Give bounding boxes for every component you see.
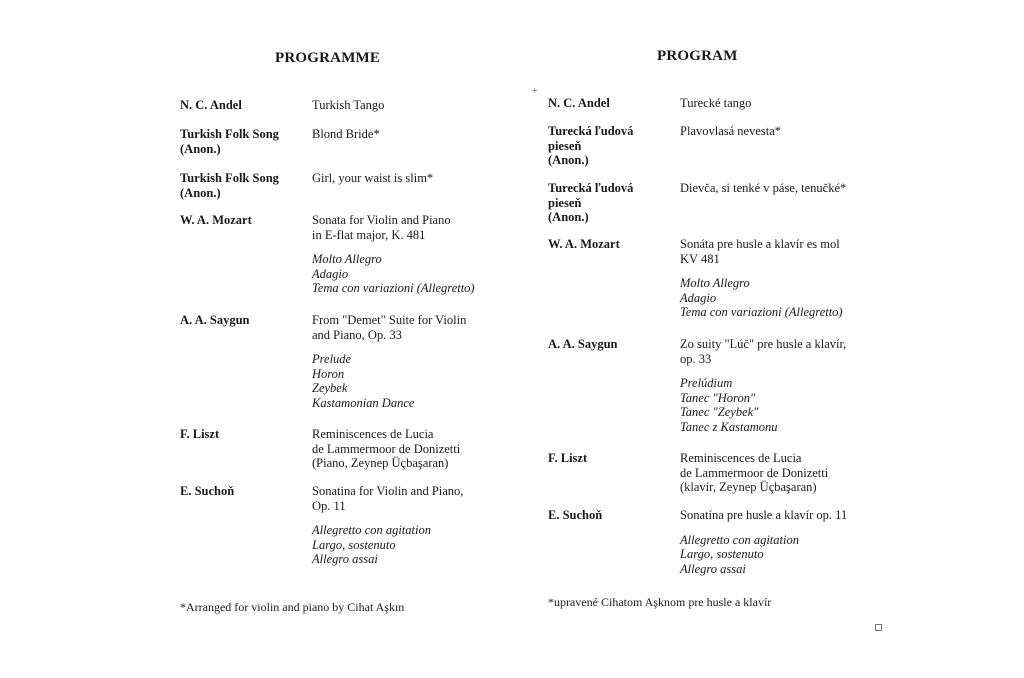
movement: Tanec "Zeybek": [680, 405, 759, 419]
movement: Prelude: [312, 352, 352, 366]
movement: Prelúdium: [680, 376, 733, 390]
composer: Turecká ľudová pieseň (Anon.): [548, 124, 634, 167]
movement: Kastamonian Dance: [312, 395, 415, 410]
work: Sonatína pre husle a klavír op. 11 Allegretto con agitation Largo, sostenuto Allegro assai: [680, 508, 848, 576]
movement: Largo, sostenuto: [680, 547, 764, 561]
right-title: PROGRAM: [657, 48, 738, 64]
work: Zo suity "Lúč" pre husle a klavír, op. 33 Prelúdium Tanec "Horon" Tanec "Zeybek" Tanec z Kastamonu: [680, 337, 847, 434]
composer: W. A. Mozart: [180, 213, 252, 227]
movement: Adagio: [312, 266, 349, 281]
work: Blond Bride*: [312, 127, 380, 141]
movement: Adagio: [680, 290, 717, 305]
movement: Largo, sostenuto: [312, 537, 396, 552]
movement: Allegro assai: [680, 561, 746, 576]
movement: Allegretto con agitation: [312, 523, 431, 537]
work: Reminiscences de Lucia de Lammermoor de Donizetti (Piano, Zeynep Üçbaşaran): [312, 427, 461, 470]
right-footnote: *upravené Cihatom Aşknom pre husle a klavír: [548, 595, 772, 609]
movement: Tanec "Horon": [680, 390, 756, 405]
left-title: PROGRAMME: [275, 50, 381, 66]
work: Reminiscences de Lucia de Lammermoor de Donizetti (klavír, Zeynep Üçbaşaran): [680, 451, 829, 494]
movement: Horon: [312, 366, 345, 381]
movement: Molto Allegro: [680, 276, 750, 290]
composer: Turecká ľudová pieseň (Anon.): [548, 181, 634, 224]
composer: Turkish Folk Song (Anon.): [180, 127, 279, 156]
composer: A. A. Saygun: [548, 337, 618, 351]
work: Dievča, si tenké v páse, tenučké*: [680, 181, 847, 195]
work: From "Demet" Suite for Violin and Piano, Op. 33 Prelude Horon Zeybek Kastamonian Dance: [312, 313, 467, 410]
left-footnote: *Arranged for violin and piano by Cihat Aşkın: [180, 600, 405, 614]
movement: Tema con variazioni (Allegretto): [680, 305, 843, 319]
composer: N. C. Andel: [548, 96, 610, 110]
composer: A. A. Saygun: [180, 313, 250, 327]
composer: E. Suchoň: [180, 484, 235, 498]
work: Turkish Tango: [312, 98, 385, 112]
movement: Zeybek: [312, 381, 348, 395]
work: Sonáta pre husle a klavír es mol KV 481 Molto Allegro Adagio Tema con variazioni (Allegretto): [680, 237, 843, 319]
movement: Tema con variazioni (Allegretto): [312, 281, 475, 295]
work: Sonatina for Violin and Piano, Op. 11 Allegretto con agitation Largo, sostenuto Allegro assai: [312, 484, 464, 566]
work: Turecké tango: [680, 96, 752, 110]
work: Plavovlasá nevesta*: [680, 124, 782, 138]
composer: F. Liszt: [180, 427, 220, 441]
composer: Turkish Folk Song (Anon.): [180, 171, 279, 200]
composer: F. Liszt: [548, 451, 588, 465]
composer: E. Suchoň: [548, 508, 603, 522]
work: Girl, your waist is slim*: [312, 171, 434, 185]
work: Sonata for Violin and Piano in E-flat major, K. 481 Molto Allegro Adagio Tema con variazioni (Allegretto): [312, 213, 475, 295]
table-move-handle-icon[interactable]: +: [532, 86, 538, 97]
movement: Molto Allegro: [312, 252, 382, 266]
composer: W. A. Mozart: [548, 237, 620, 251]
composer: N. C. Andel: [180, 98, 242, 112]
movement: Allegretto con agitation: [680, 532, 799, 547]
movement: Tanec z Kastamonu: [680, 419, 778, 434]
movement: Allegro assai: [312, 552, 378, 566]
table-resize-handle[interactable]: [875, 624, 882, 631]
